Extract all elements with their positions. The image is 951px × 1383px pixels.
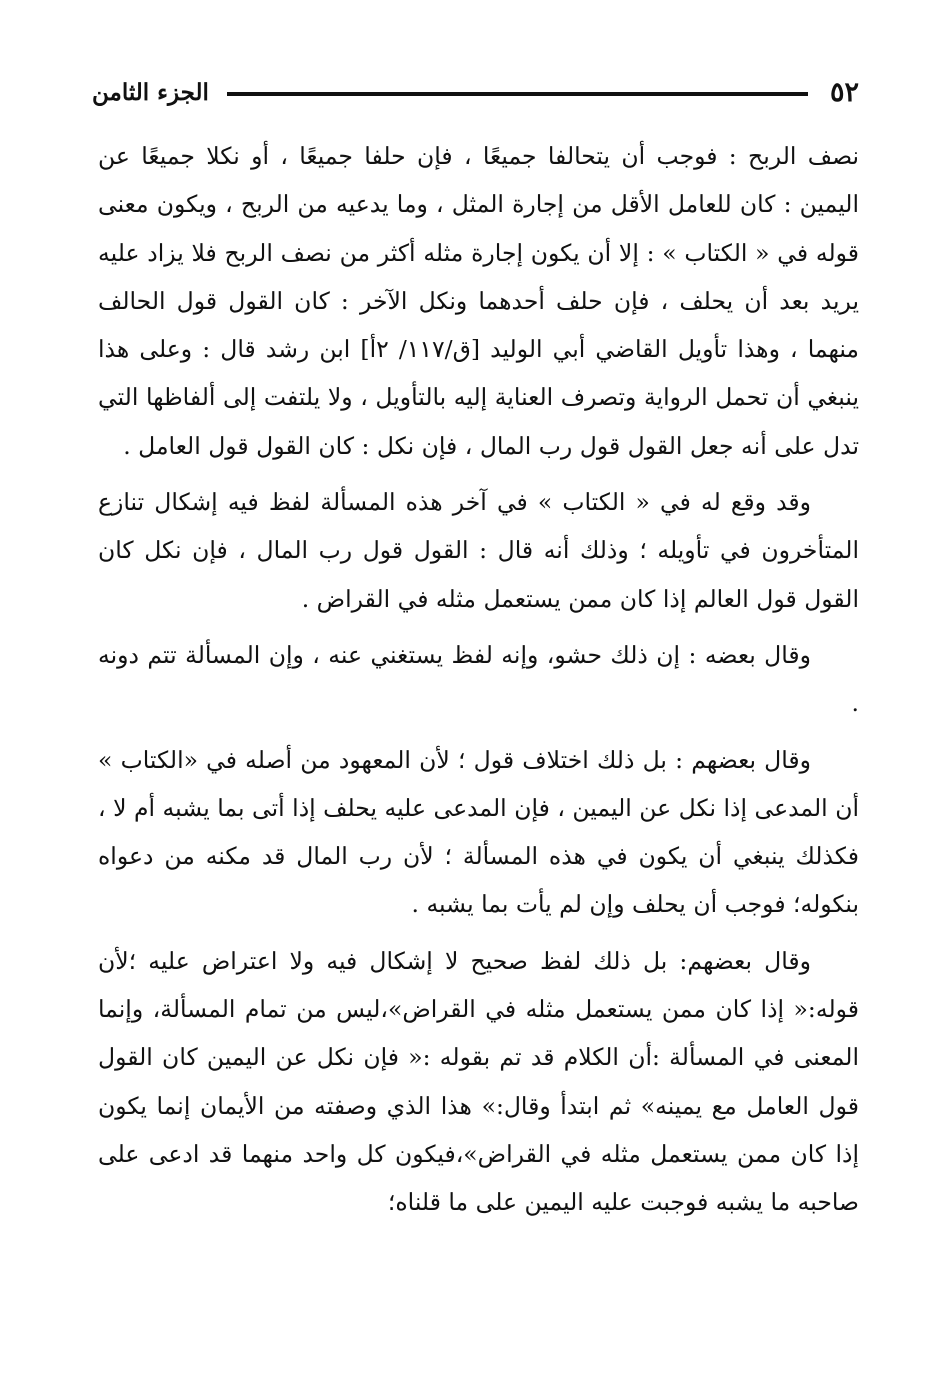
- paragraph: نصف الربح : فوجب أن يتحالفا جميعًا ، فإن حلفا جميعًا ، أو نكلا جميعًا عن اليمين : كان للعامل الأقل من إجارة المثل ، وما يدعيه من الربح ، ويكون معنى قوله في « الكتاب » : إلا أن يكون إجارة مثله أكثر من نصف الربح فلا يزاد عليه يريد بعد أن يحلف ، فإن حلف أحدهما ونكل الآخر : كان القول قول الحالف منهما ، وهذا تأويل القاضي أبي الوليد [ق/١١٧/ ٢أ] ابن رشد قال : وعلى هذا ينبغي أن تحمل الرواية وتصرف العناية إليه بالتأويل ، ولا يلتفت إلى ألفاظها التي تدل على أنه جعل القول قول رب المال ، فإن نكل : كان القول قول العامل .: [98, 142, 860, 460]
- paragraph: وقال بعضهم : بل ذلك اختلاف قول ؛ لأن المعهود من أصله في «الكتاب » أن المدعى إذا نكل عن اليمين ، فإن المدعى عليه يحلف إذا أتى بما يشبه أم لا ، فكذلك ينبغي أن يكون في هذه المسألة ؛ لأن رب المال قد مكنه من دعواه بنكوله؛ فوجب أن يحلف وإن لم يأت بما يشبه .: [98, 745, 859, 919]
- paragraph: وقال بعضه : إن ذلك حشو، وإنه لفظ يستغني عنه ، وإن المسألة تتم دونه .: [98, 640, 859, 718]
- header-rule: [227, 92, 808, 96]
- main-text: [98, 132, 859, 1227]
- running-header: [92, 70, 859, 114]
- page-number: ٥٢: [829, 76, 859, 108]
- paragraph: وقال بعضهم: بل ذلك لفظ صحيح لا إشكال فيه ولا اعتراض عليه ؛لأن قوله:« إذا كان ممن يستعمل مثله في القراض»،ليس من تمام المسألة، وإنما المعنى في المسألة :أن الكلام قد تم بقوله :« فإن نكل عن اليمين كان القول قول العامل مع يمينه» ثم ابتدأ وقال:» هذا الذي وصفته من الأيمان إنما يكون إذا كان ممن يستعمل مثله في القراض»،فيكون كل واحد منهما قد ادعى على صاحبه ما يشبه فوجبت عليه اليمين على ما قلناه؛: [98, 946, 859, 1217]
- paragraph: وقد وقع له في « الكتاب » في آخر هذه المسألة لفظ فيه إشكال تنازع المتأخرون في تأويله ؛ وذلك أنه قال : القول قول رب المال ، فإن نكل كان القول قول العالم إذا كان ممن يستعمل مثله في القراض .: [98, 488, 859, 613]
- part-title: الجزء الثامن: [92, 78, 209, 106]
